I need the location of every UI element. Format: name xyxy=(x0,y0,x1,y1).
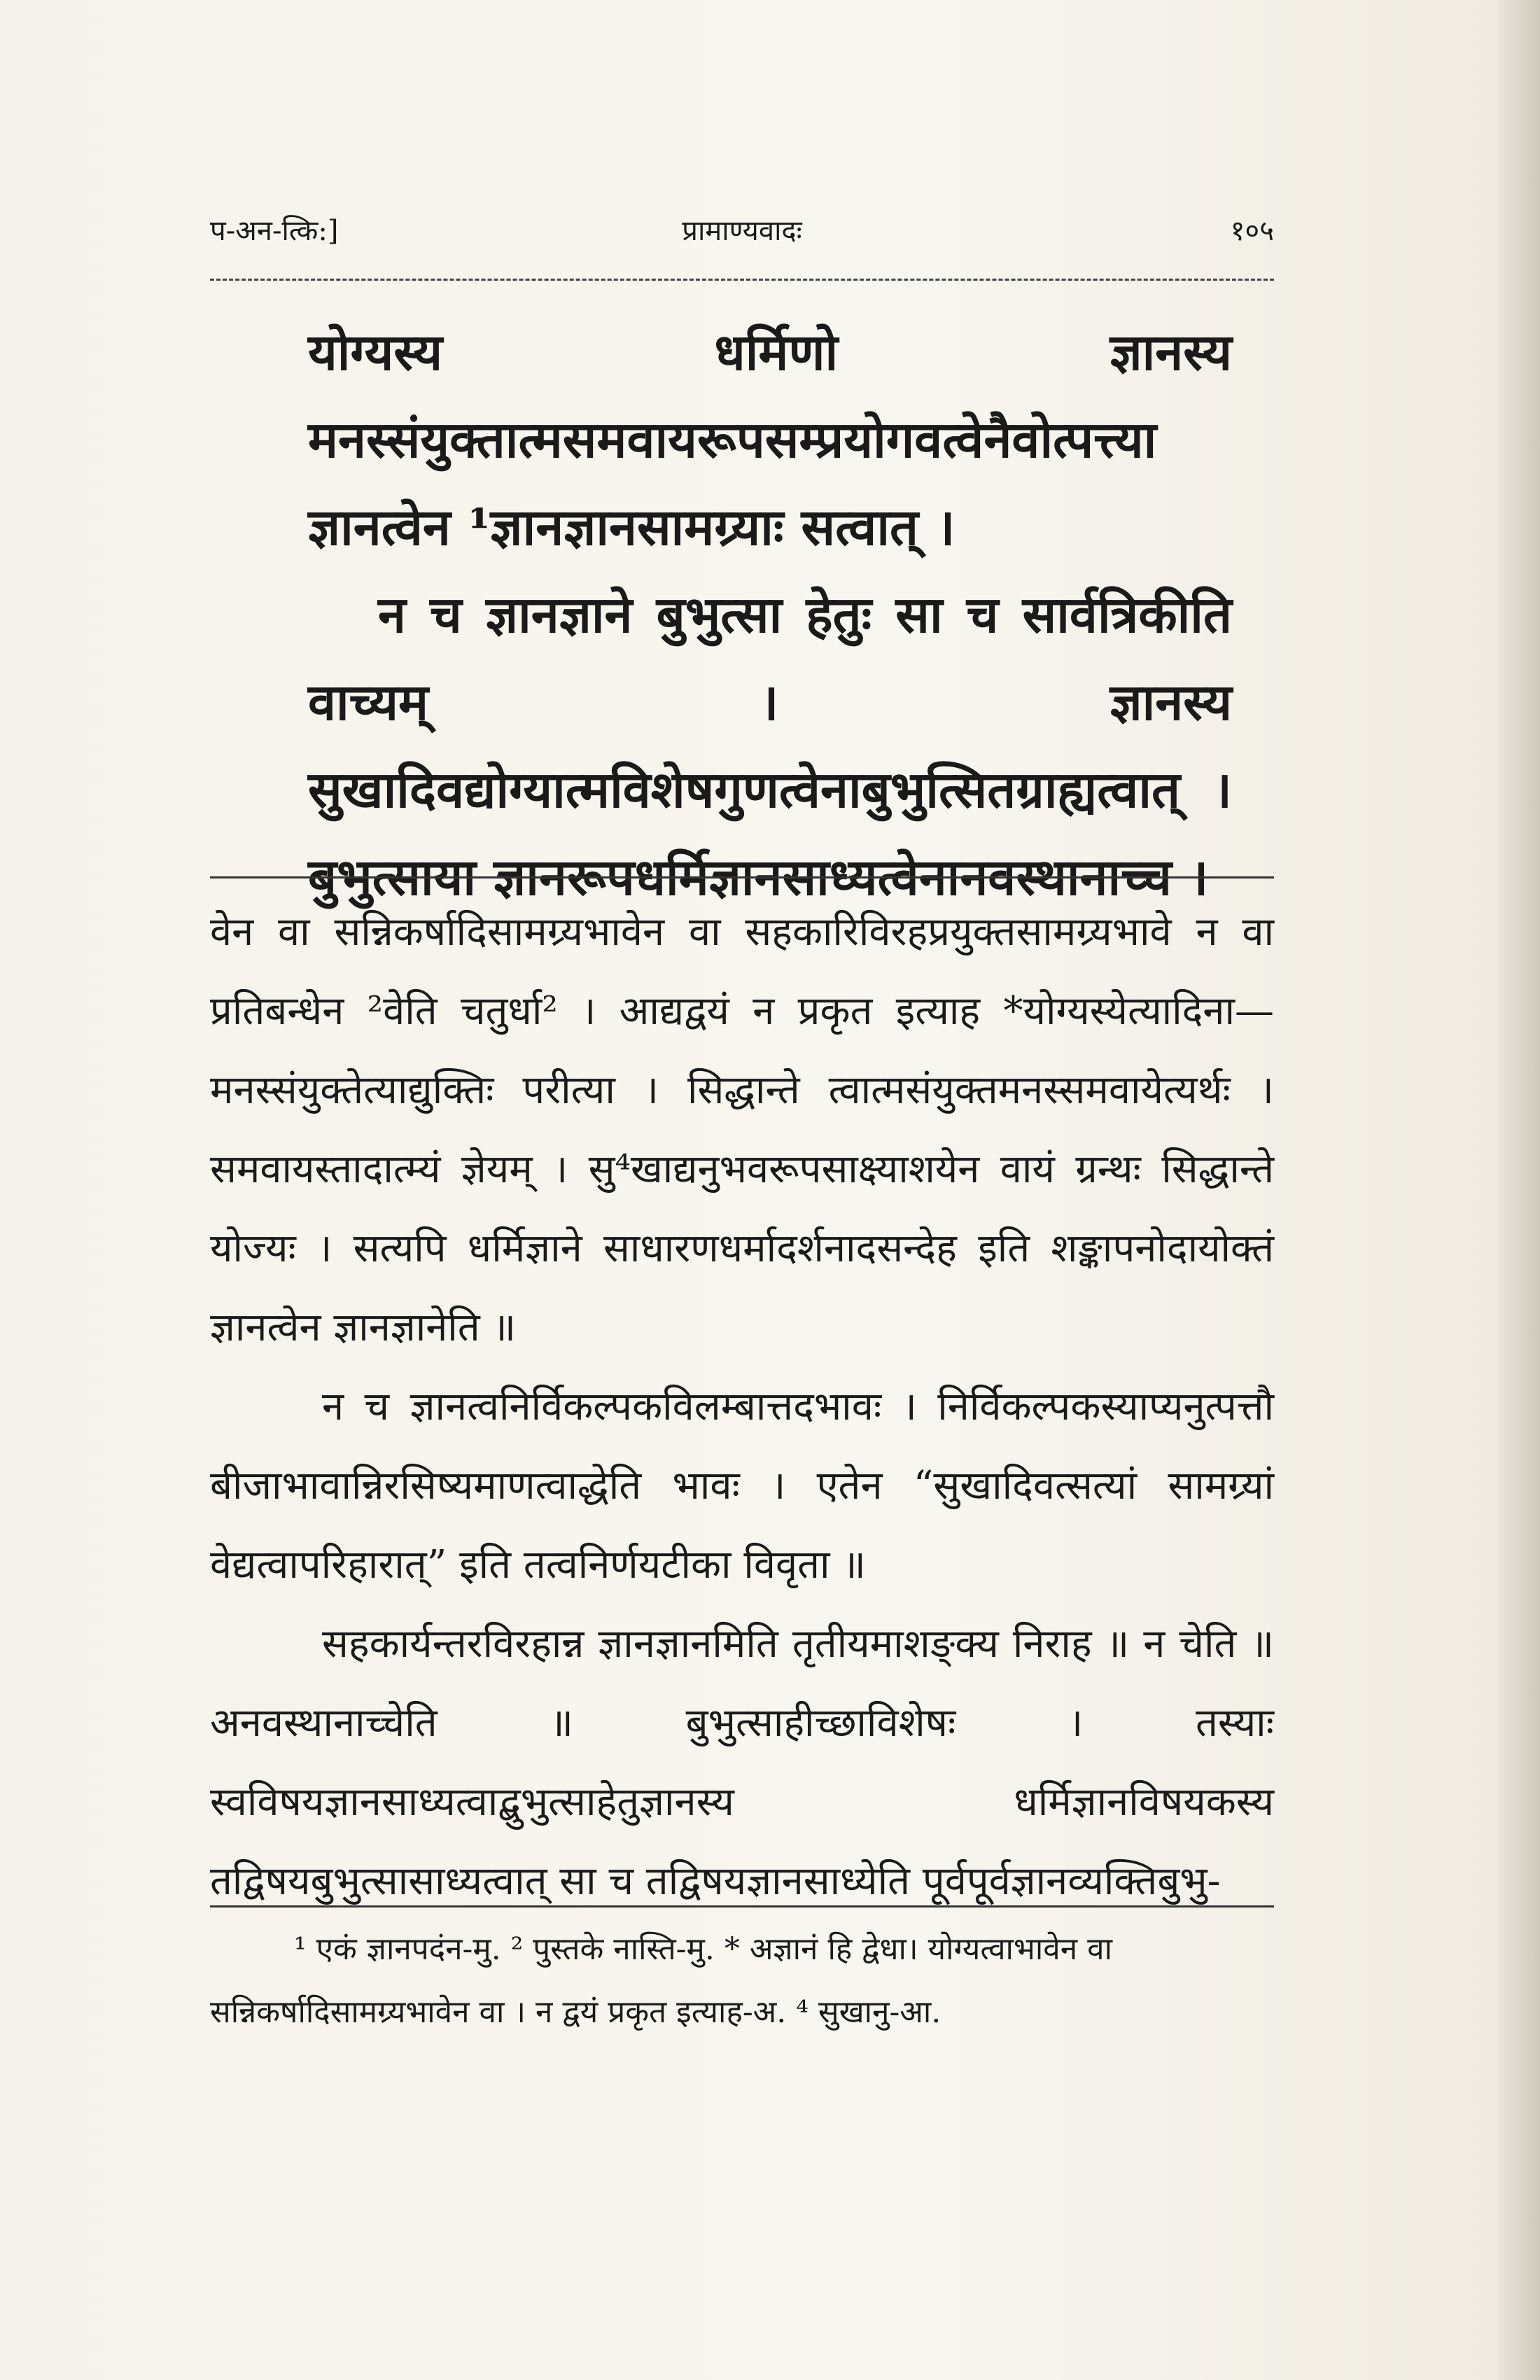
footnote-divider xyxy=(210,1905,1274,1907)
page-spine-edge xyxy=(1498,0,1540,2380)
footnote-text: ¹ एकं ज्ञानपदंन-मु. ² पुस्तके नास्ति-मु. * अज्ञानं हि द्वेधा। योग्यत्वाभावेन वा सन्निकर्षादिसामग्र्यभावेन वा । न द्वयं प्रकृत इत्याह-अ. ⁴ सुखानु-आ. xyxy=(210,1931,1112,2030)
main-text-block xyxy=(308,308,1232,920)
commentary-paragraph-3: सहकार्यन्तरविरहान्न ज्ञानज्ञानमिति तृतीयमाशङ्क्य निराह ॥ न चेति ॥ अनवस्थानाच्चेति ॥ बुभुत्साहीच्छाविशेषः । तस्याः स्वविषयज्ञानसाध्यत्वाद्बुभुत्साहेतुज्ञानस्य धर्मिज्ञानविषयकस्य तद्विषयबुभुत्सासाध्यत्वात् सा च तद्विषयज्ञानसाध्येति पूर्वपूर्वज्ञानव्यक्तिबुभु- xyxy=(210,1621,1274,1904)
main-text-paragraph-2: न च ज्ञानज्ञाने बुभुत्सा हेतुः सा च सार्वत्रिकीति वाच्यम् । ज्ञानस्य सुखादिवद्योग्यात्मविशेषगुणत्वेनाबुभुत्सितग्राह्यत्वात् । बुभुत्साया ज्ञानरूपधर्मिज्ञानसाध्यत्वेनानवस्थानाच्च । xyxy=(308,584,1232,906)
commentary-paragraph-1: वेन वा सन्निकर्षादिसामग्र्यभावेन वा सहकारिविरहप्रयुक्तसामग्र्यभावे न वा प्रतिबन्धेन ²वेति चतुर्धा² । आद्यद्वयं न प्रकृत इत्याह *योग्यस्येत्यादिना—मनस्संयुक्तेत्याद्युक्तिः परीत्या । सिद्धान्ते त्वात्मसंयुक्तमनस्समवायेत्यर्थः । समवायस्तादात्म्यं ज्ञेयम् । सु⁴खाद्यनुभवरूपसाक्ष्याशयेन वायं ग्रन्थः सिद्धान्ते योज्यः । सत्यपि धर्मिज्ञाने साधारणधर्मादर्शनादसन्देह इति शङ्कापनोदायोक्तं ज्ञानत्वेन ज्ञानज्ञानेति ॥ xyxy=(210,909,1274,1350)
header-left-label: प-अन-त्कि:] xyxy=(210,215,339,247)
page-number: १०५ xyxy=(1230,215,1274,247)
commentary-divider xyxy=(210,876,1274,878)
header-title: प्रामाण्यवादः xyxy=(682,215,802,247)
commentary-paragraph-2: न च ज्ञानत्वनिर्विकल्पकविलम्बात्तदभावः । निर्विकल्पकस्याप्यनुत्पत्तौ बीजाभावान्निरसिष्यमाणत्वाद्धेति भावः । एतेन “सुखादिवत्सत्यां सामग्र्यां वेद्यत्वापरिहारात्” इति तत्वनिर्णयटीका विवृता ॥ xyxy=(210,1384,1274,1588)
commentary-block xyxy=(210,892,1274,1921)
header-divider xyxy=(210,279,1274,281)
footnotes xyxy=(210,1918,1274,2044)
main-text-paragraph-1: योग्यस्य धर्मिणो ज्ञानस्य मनस्संयुक्तात्मसमवायरूपसम्प्रयोगवत्वेनैवोत्पत्त्या ज्ञानत्वेन ¹ज्ञानज्ञानसामग्र्याः सत्वात् । xyxy=(308,322,1232,556)
running-header xyxy=(210,210,1274,259)
